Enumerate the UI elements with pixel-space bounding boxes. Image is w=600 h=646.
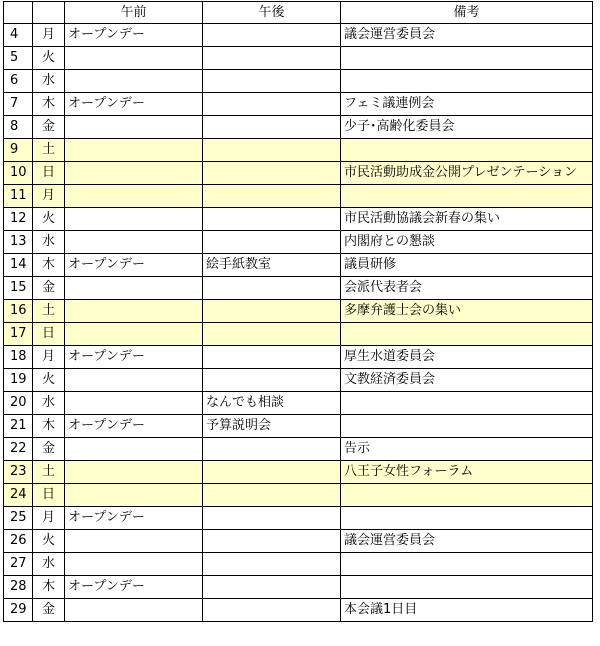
- note-cell: [341, 507, 593, 530]
- note-cell: 市民活動助成金公開プレゼンテーション: [341, 162, 593, 185]
- day-cell: 27: [4, 553, 33, 576]
- note-cell: [341, 553, 593, 576]
- pm-cell: [203, 599, 341, 622]
- table-row: [4, 599, 593, 622]
- table-row: [4, 208, 593, 231]
- note-cell: 内閣府との懇談: [341, 231, 593, 254]
- day-cell: 17: [4, 323, 33, 346]
- weekday-cell: 火: [33, 208, 65, 231]
- weekday-cell: 日: [33, 484, 65, 507]
- table-row: [4, 323, 593, 346]
- am-cell: [65, 392, 203, 415]
- am-cell: オープンデー: [65, 507, 203, 530]
- schedule-body: [4, 24, 593, 622]
- day-cell: 12: [4, 208, 33, 231]
- pm-cell: [203, 461, 341, 484]
- pm-cell: [203, 576, 341, 599]
- pm-cell: [203, 507, 341, 530]
- header-weekday: [33, 2, 65, 24]
- pm-cell: なんでも相談: [203, 392, 341, 415]
- day-cell: 6: [4, 70, 33, 93]
- header-note: 備考: [341, 2, 593, 24]
- note-cell: 議会運営委員会: [341, 530, 593, 553]
- am-cell: [65, 438, 203, 461]
- day-cell: 22: [4, 438, 33, 461]
- day-cell: 21: [4, 415, 33, 438]
- pm-cell: 絵手紙教室: [203, 254, 341, 277]
- table-row: [4, 576, 593, 599]
- weekday-cell: 土: [33, 300, 65, 323]
- table-row: [4, 254, 593, 277]
- note-cell: 多摩弁護士会の集い: [341, 300, 593, 323]
- weekday-cell: 土: [33, 461, 65, 484]
- table-row: [4, 507, 593, 530]
- schedule-table: [3, 1, 593, 622]
- am-cell: [65, 231, 203, 254]
- am-cell: オープンデー: [65, 415, 203, 438]
- note-cell: [341, 392, 593, 415]
- day-cell: 18: [4, 346, 33, 369]
- header-pm: 午後: [203, 2, 341, 24]
- table-row: [4, 277, 593, 300]
- header-day: [4, 2, 33, 24]
- pm-cell: [203, 553, 341, 576]
- am-cell: [65, 553, 203, 576]
- pm-cell: [203, 185, 341, 208]
- note-cell: 告示: [341, 438, 593, 461]
- day-cell: 5: [4, 47, 33, 70]
- day-cell: 13: [4, 231, 33, 254]
- note-cell: 厚生水道委員会: [341, 346, 593, 369]
- weekday-cell: 金: [33, 116, 65, 139]
- pm-cell: [203, 438, 341, 461]
- weekday-cell: 火: [33, 530, 65, 553]
- weekday-cell: 水: [33, 70, 65, 93]
- day-cell: 28: [4, 576, 33, 599]
- table-row: [4, 93, 593, 116]
- am-cell: [65, 139, 203, 162]
- table-row: [4, 300, 593, 323]
- am-cell: [65, 208, 203, 231]
- am-cell: [65, 162, 203, 185]
- pm-cell: [203, 231, 341, 254]
- pm-cell: [203, 484, 341, 507]
- day-cell: 4: [4, 24, 33, 47]
- weekday-cell: 土: [33, 139, 65, 162]
- table-row: [4, 346, 593, 369]
- table-row: [4, 484, 593, 507]
- table-row: [4, 530, 593, 553]
- note-cell: [341, 70, 593, 93]
- weekday-cell: 金: [33, 438, 65, 461]
- pm-cell: [203, 24, 341, 47]
- weekday-cell: 木: [33, 415, 65, 438]
- weekday-cell: 水: [33, 231, 65, 254]
- note-cell: 議会運営委員会: [341, 24, 593, 47]
- weekday-cell: 水: [33, 553, 65, 576]
- pm-cell: [203, 369, 341, 392]
- table-row: [4, 116, 593, 139]
- note-cell: フェミ議連例会: [341, 93, 593, 116]
- pm-cell: [203, 300, 341, 323]
- am-cell: [65, 277, 203, 300]
- day-cell: 25: [4, 507, 33, 530]
- note-cell: [341, 415, 593, 438]
- day-cell: 9: [4, 139, 33, 162]
- pm-cell: [203, 346, 341, 369]
- weekday-cell: 火: [33, 369, 65, 392]
- table-row: [4, 231, 593, 254]
- table-row: [4, 438, 593, 461]
- am-cell: [65, 484, 203, 507]
- day-cell: 20: [4, 392, 33, 415]
- weekday-cell: 火: [33, 47, 65, 70]
- table-row: [4, 461, 593, 484]
- header-am: 午前: [65, 2, 203, 24]
- weekday-cell: 木: [33, 254, 65, 277]
- weekday-cell: 月: [33, 346, 65, 369]
- weekday-cell: 水: [33, 392, 65, 415]
- am-cell: [65, 530, 203, 553]
- pm-cell: [203, 70, 341, 93]
- schedule-header: [4, 2, 593, 24]
- pm-cell: [203, 139, 341, 162]
- am-cell: オープンデー: [65, 576, 203, 599]
- weekday-cell: 日: [33, 162, 65, 185]
- am-cell: [65, 461, 203, 484]
- am-cell: [65, 323, 203, 346]
- note-cell: [341, 484, 593, 507]
- day-cell: 23: [4, 461, 33, 484]
- day-cell: 29: [4, 599, 33, 622]
- pm-cell: 予算説明会: [203, 415, 341, 438]
- day-cell: 14: [4, 254, 33, 277]
- note-cell: [341, 139, 593, 162]
- am-cell: [65, 185, 203, 208]
- table-row: [4, 24, 593, 47]
- table-row: [4, 70, 593, 93]
- pm-cell: [203, 277, 341, 300]
- am-cell: オープンデー: [65, 24, 203, 47]
- pm-cell: [203, 116, 341, 139]
- table-row: [4, 392, 593, 415]
- pm-cell: [203, 162, 341, 185]
- pm-cell: [203, 208, 341, 231]
- day-cell: 15: [4, 277, 33, 300]
- weekday-cell: 木: [33, 93, 65, 116]
- note-cell: 会派代表者会: [341, 277, 593, 300]
- table-row: [4, 369, 593, 392]
- weekday-cell: 金: [33, 277, 65, 300]
- am-cell: [65, 599, 203, 622]
- pm-cell: [203, 47, 341, 70]
- note-cell: 議員研修: [341, 254, 593, 277]
- header-row: [4, 2, 593, 24]
- day-cell: 24: [4, 484, 33, 507]
- table-row: [4, 415, 593, 438]
- weekday-cell: 月: [33, 185, 65, 208]
- day-cell: 7: [4, 93, 33, 116]
- pm-cell: [203, 93, 341, 116]
- day-cell: 10: [4, 162, 33, 185]
- day-cell: 8: [4, 116, 33, 139]
- table-row: [4, 185, 593, 208]
- am-cell: [65, 47, 203, 70]
- note-cell: [341, 185, 593, 208]
- table-row: [4, 162, 593, 185]
- weekday-cell: 日: [33, 323, 65, 346]
- am-cell: オープンデー: [65, 254, 203, 277]
- note-cell: 本会議1日目: [341, 599, 593, 622]
- day-cell: 19: [4, 369, 33, 392]
- note-cell: [341, 576, 593, 599]
- note-cell: 市民活動協議会新春の集い: [341, 208, 593, 231]
- day-cell: 11: [4, 185, 33, 208]
- note-cell: [341, 47, 593, 70]
- am-cell: [65, 70, 203, 93]
- am-cell: オープンデー: [65, 93, 203, 116]
- am-cell: [65, 300, 203, 323]
- note-cell: 八王子女性フォーラム: [341, 461, 593, 484]
- table-row: [4, 139, 593, 162]
- am-cell: オープンデー: [65, 346, 203, 369]
- table-row: [4, 553, 593, 576]
- pm-cell: [203, 323, 341, 346]
- note-cell: 文教経済委員会: [341, 369, 593, 392]
- weekday-cell: 月: [33, 507, 65, 530]
- note-cell: [341, 323, 593, 346]
- am-cell: [65, 369, 203, 392]
- weekday-cell: 月: [33, 24, 65, 47]
- weekday-cell: 木: [33, 576, 65, 599]
- weekday-cell: 金: [33, 599, 65, 622]
- note-cell: 少子･高齢化委員会: [341, 116, 593, 139]
- day-cell: 26: [4, 530, 33, 553]
- day-cell: 16: [4, 300, 33, 323]
- pm-cell: [203, 530, 341, 553]
- am-cell: [65, 116, 203, 139]
- table-row: [4, 47, 593, 70]
